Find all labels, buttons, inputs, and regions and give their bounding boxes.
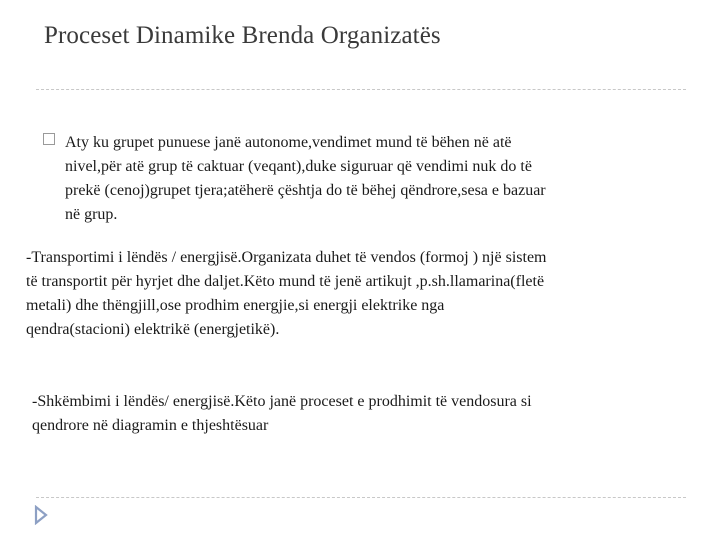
bullet-paragraph: Aty ku grupet punuese janë autonome,vendimet mund të bëhen në atë nivel,për atë grup të caktuar (veqant),duke siguruar që vendimi nuk do të prekë (cenoj)grupet tjera;atëherë çështja do të bëhej qëndrore,sesa e bazuar në grup.: [65, 134, 546, 223]
footer-divider: [36, 497, 686, 498]
square-bullet-icon: [43, 133, 55, 145]
exchange-paragraph: -Shkëmbimi i lëndës/ energjisë.Këto janë proceset e prodhimit të vendosura si qendrore në diagramin e thjeshtësuar: [32, 393, 532, 434]
slide-title: Proceset Dinamike Brenda Organizatës: [44, 22, 441, 49]
title-divider: [36, 89, 686, 90]
transport-paragraph: -Transportimi i lëndës / energjisë.Organizata duhet të vendos (formoj ) një sistem të transportit për hyrjet dhe daljet.Këto mund të jenë artikujt ,p.sh.llamarina(fletë metali) dhe thëngjill,ose prodhim energjie,si energji elektrike nga qendra(stacioni) elektrikë (energjetikë).: [26, 249, 547, 338]
next-slide-arrow-icon[interactable]: [34, 505, 48, 525]
